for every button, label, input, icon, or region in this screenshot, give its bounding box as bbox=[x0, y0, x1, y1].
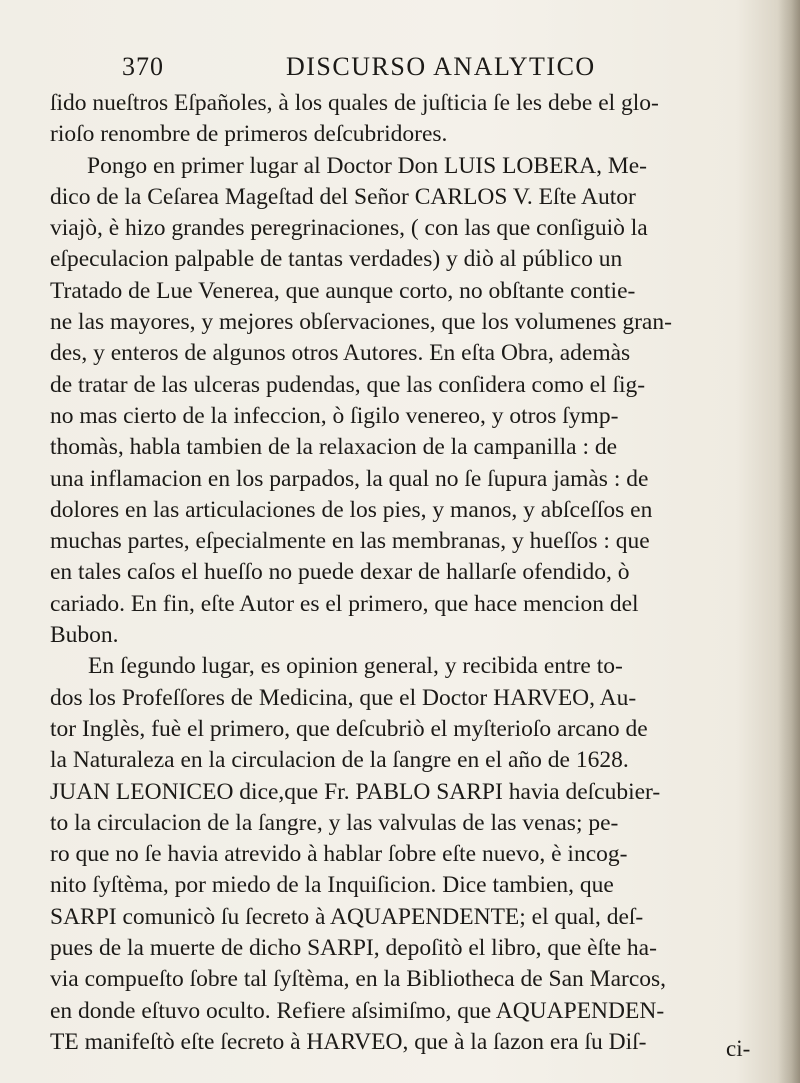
text-line: Tratado de Lue Venerea, que aunque corto, no obſtante contie- bbox=[50, 277, 636, 304]
text-line: Pongo en primer lugar al Doctor Don LUIS LOBERA, Me- bbox=[87, 152, 647, 179]
text-line: ſido nueſtros Eſpañoles, à los quales de juſticia ſe les debe el glo- bbox=[50, 90, 659, 116]
text-line: la Naturaleza en la circulacion de la ſangre en el año de 1628. bbox=[50, 747, 629, 774]
text-line: pues de la muerte de dicho SARPI, depoſitò el libro, que èſte ha- bbox=[50, 935, 657, 962]
text-line: SARPI comunicò ſu ſecreto à AQUAPENDENTE; el qual, deſ- bbox=[50, 903, 644, 930]
text-line: dico de la Ceſarea Mageſtad del Señor CARLOS V. Eſte Autor bbox=[50, 183, 636, 210]
text-line: en donde eſtuvo oculto. Refiere aſsimiſmo, que AQUAPENDEN- bbox=[50, 997, 665, 1024]
text-line: Bubon. bbox=[50, 622, 119, 649]
text-line: des, y enteros de algunos otros Autores. En eſta Obra, ademàs bbox=[50, 340, 631, 367]
text-line: JUAN LEONICEO dice,que Fr. PABLO SARPI havia deſcubier- bbox=[50, 778, 661, 805]
text-line: muchas partes, eſpecialmente en las membranas, y hueſſos : que bbox=[50, 528, 650, 555]
text-line: dolores en las articulaciones de los pies, y manos, y abſceſſos en bbox=[50, 496, 653, 523]
page-number: 370 bbox=[122, 52, 164, 81]
text-line: viajò, è hizo grandes peregrinaciones, ( con las que conſiguiò la bbox=[50, 215, 648, 242]
page-edge-shadow bbox=[778, 0, 800, 1083]
text-line: no mas cierto de la infeccion, ò ſigilo venereo, y otros ſymp- bbox=[50, 402, 619, 429]
text-line: rioſo renombre de primeros deſcubridores. bbox=[50, 121, 448, 148]
page-header bbox=[122, 52, 762, 84]
running-head: DISCURSO ANALYTICO bbox=[286, 52, 596, 81]
text-line: de tratar de las ulceras pudendas, que las conſidera como el ſig- bbox=[50, 371, 646, 398]
text-line: ro que no ſe havia atrevido à hablar ſobre eſte nuevo, è incog- bbox=[50, 841, 628, 868]
text-line: nito ſyſtèma, por miedo de la Inquiſicion. Dice tambien, que bbox=[50, 872, 614, 899]
text-line: to la circulacion de la ſangre, y las valvulas de las venas; pe- bbox=[50, 809, 619, 836]
text-line: eſpeculacion palpable de tantas verdades) y diò al público un bbox=[50, 246, 623, 273]
text-line: TE manifeſtò eſte ſecreto à HARVEO, que à la ſazon era ſu Diſ- bbox=[50, 1028, 647, 1055]
body-text bbox=[50, 88, 780, 1058]
text-line: via compueſto ſobre tal ſyſtèma, en la Bibliotheca de San Marcos, bbox=[50, 966, 667, 993]
text-line: cariado. En fin, eſte Autor es el primero, que hace mencion del bbox=[50, 590, 639, 617]
text-line: dos los Profeſſores de Medicina, que el Doctor HARVEO, Au- bbox=[50, 684, 637, 711]
text-line: En ſegundo lugar, es opinion general, y recibida entre to- bbox=[88, 653, 623, 680]
text-line: en tales caſos el hueſſo no puede dexar de hallarſe ofendido, ò bbox=[50, 559, 630, 586]
text-line: ne las mayores, y mejores obſervaciones, que los volumenes gran- bbox=[50, 309, 672, 336]
text-line: thomàs, habla tambien de la relaxacion de la campanilla : de bbox=[50, 434, 618, 461]
catchword: ci- bbox=[726, 1036, 751, 1061]
text-line: tor Inglès, fuè el primero, que deſcubriò el myſterioſo arcano de bbox=[50, 715, 648, 742]
text-line: una inflamacion en los parpados, la qual no ſe ſupura jamàs : de bbox=[50, 465, 649, 492]
